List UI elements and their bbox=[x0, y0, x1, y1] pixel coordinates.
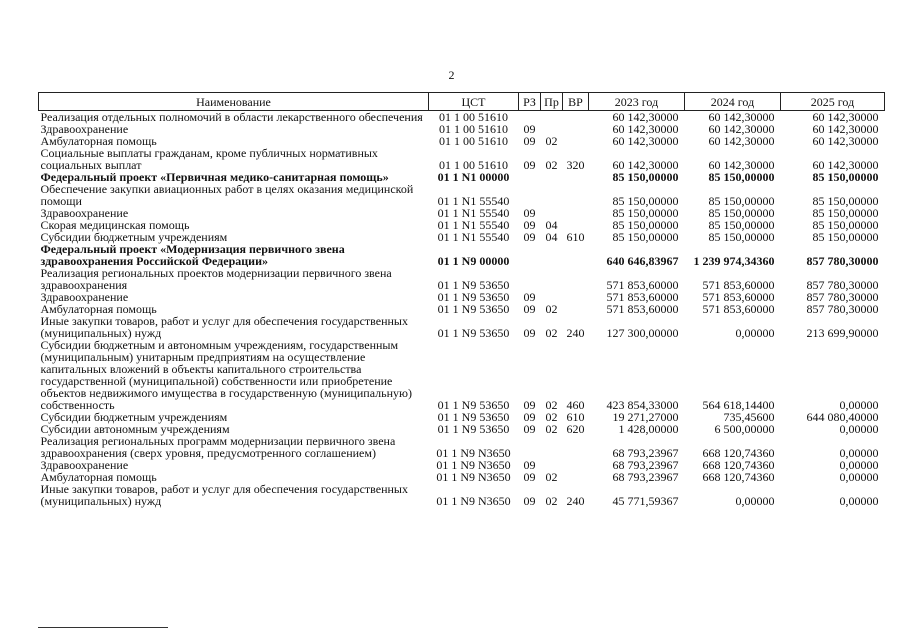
cell-rz bbox=[519, 267, 541, 291]
column-header-name: Наименование bbox=[39, 93, 429, 111]
cell-pr: 02 bbox=[545, 494, 558, 508]
column-header-2023: 2023 год bbox=[589, 93, 685, 111]
table-row bbox=[39, 183, 885, 207]
cell-cst: 01 1 N9 00000 bbox=[437, 254, 510, 268]
cell-vr: 240 bbox=[566, 326, 585, 340]
cell-cst: 01 1 N9 N3650 bbox=[436, 494, 511, 508]
cell-2023: 68 793,23967 bbox=[612, 458, 679, 472]
cell-2024: 571 853,60000 bbox=[702, 290, 775, 304]
cell-2025: 0,00000 bbox=[839, 458, 879, 472]
cell-2024: 60 142,30000 bbox=[708, 134, 775, 148]
cell-vr bbox=[563, 111, 589, 124]
table-row bbox=[39, 243, 885, 267]
cell-2023: 85 150,00000 bbox=[612, 206, 679, 220]
cell-cst: 01 1 N9 53650 bbox=[437, 290, 510, 304]
cell-2023: 60 142,30000 bbox=[612, 110, 679, 124]
cell-2024: 0,00000 bbox=[735, 494, 775, 508]
cell-rz: 09 bbox=[523, 134, 536, 148]
cell-2023: 127 300,00000 bbox=[606, 326, 679, 340]
cell-2023: 60 142,30000 bbox=[612, 158, 679, 172]
cell-cst: 01 1 N9 N3650 bbox=[436, 446, 511, 460]
cell-pr: 02 bbox=[545, 422, 558, 436]
cell-2025: 213 699,90000 bbox=[806, 326, 879, 340]
cell-2025: 60 142,30000 bbox=[812, 134, 879, 148]
cell-vr: 460 bbox=[566, 398, 585, 412]
cell-rz bbox=[519, 243, 541, 267]
cell-2025: 85 150,00000 bbox=[812, 194, 879, 208]
cell-vr bbox=[563, 243, 589, 267]
cell-cst: 01 1 N9 53650 bbox=[437, 326, 510, 340]
cell-vr bbox=[563, 459, 589, 471]
budget-table bbox=[38, 92, 885, 507]
cell-2024: 60 142,30000 bbox=[708, 122, 775, 136]
cell-2025: 0,00000 bbox=[839, 494, 879, 508]
cell-cst: 01 1 N1 55540 bbox=[437, 206, 510, 220]
cell-vr bbox=[563, 471, 589, 483]
cell-rz: 09 bbox=[523, 302, 536, 316]
table-body bbox=[39, 111, 885, 508]
cell-pr: 02 bbox=[545, 470, 558, 484]
table-row bbox=[39, 315, 885, 339]
cell-vr bbox=[563, 303, 589, 315]
cell-pr bbox=[541, 171, 563, 183]
cell-vr: 620 bbox=[566, 422, 585, 436]
cell-pr: 04 bbox=[545, 218, 558, 232]
cell-vr bbox=[563, 291, 589, 303]
cell-name: Субсидии бюджетным учреждениям bbox=[40, 230, 228, 244]
cell-2025: 857 780,30000 bbox=[806, 302, 879, 316]
cell-2024: 85 150,00000 bbox=[708, 230, 775, 244]
table-row bbox=[39, 339, 885, 411]
cell-name: Здравоохранение bbox=[40, 122, 129, 136]
cell-2023: 60 142,30000 bbox=[612, 122, 679, 136]
cell-name: Здравоохранение bbox=[40, 206, 129, 220]
cell-2023: 45 771,59367 bbox=[612, 494, 679, 508]
cell-pr bbox=[541, 111, 563, 124]
cell-2023: 571 853,60000 bbox=[606, 302, 679, 316]
cell-cst: 01 1 N1 55540 bbox=[437, 218, 510, 232]
page-number: 2 bbox=[448, 68, 455, 82]
cell-rz: 09 bbox=[523, 290, 536, 304]
cell-2024: 564 618,14400 bbox=[702, 398, 775, 412]
cell-vr bbox=[563, 183, 589, 207]
cell-vr bbox=[563, 123, 589, 135]
cell-2024: 85 150,00000 bbox=[708, 170, 775, 184]
cell-2023: 19 271,27000 bbox=[612, 410, 679, 424]
cell-2025: 857 780,30000 bbox=[806, 254, 879, 268]
cell-rz: 09 bbox=[523, 494, 536, 508]
table-row bbox=[39, 147, 885, 171]
cell-2023: 571 853,60000 bbox=[606, 278, 679, 292]
table-row bbox=[39, 483, 885, 507]
cell-vr: 610 bbox=[566, 230, 585, 244]
cell-rz bbox=[519, 183, 541, 207]
table-row bbox=[39, 267, 885, 291]
cell-2025: 60 142,30000 bbox=[812, 122, 879, 136]
cell-vr: 610 bbox=[566, 410, 585, 424]
cell-pr: 02 bbox=[545, 134, 558, 148]
cell-cst: 01 1 00 51610 bbox=[439, 122, 508, 136]
column-header-rz: РЗ bbox=[519, 93, 541, 111]
column-header-2024: 2024 год bbox=[685, 93, 781, 111]
cell-name: Иные закупки товаров, работ и услуг для обеспечения государственных (муниципальных) нужд bbox=[40, 314, 408, 340]
cell-cst: 01 1 N9 N3650 bbox=[436, 470, 511, 484]
cell-2023: 423 854,33000 bbox=[606, 398, 679, 412]
cell-name: Иные закупки товаров, работ и услуг для обеспечения государственных (муниципальных) нужд bbox=[40, 482, 408, 508]
cell-pr: 04 bbox=[545, 230, 558, 244]
cell-cst: 01 1 N1 55540 bbox=[437, 230, 510, 244]
cell-2025: 60 142,30000 bbox=[812, 158, 879, 172]
cell-name: Амбулаторная помощь bbox=[40, 302, 157, 316]
cell-name: Субсидии бюджетным и автономным учреждениям, государственным (муниципальным) унитарным предприятиям на осуществление капитальных вложений в объекты капитального строительства государственной (муниципальной) собственности или приобретение объектов недвижимого имущества в государственную (муниципальную) собственность bbox=[40, 338, 412, 412]
cell-2025: 857 780,30000 bbox=[806, 278, 879, 292]
cell-rz: 09 bbox=[523, 230, 536, 244]
cell-cst: 01 1 N9 53650 bbox=[437, 422, 510, 436]
cell-2023: 60 142,30000 bbox=[612, 134, 679, 148]
cell-cst: 01 1 N1 55540 bbox=[437, 194, 510, 208]
cell-2025: 85 150,00000 bbox=[812, 206, 879, 220]
cell-vr bbox=[563, 207, 589, 219]
cell-2025: 85 150,00000 bbox=[812, 230, 879, 244]
cell-2023: 68 793,23967 bbox=[612, 470, 679, 484]
cell-name: Субсидии автономным учреждениям bbox=[40, 422, 230, 436]
cell-2023: 85 150,00000 bbox=[612, 218, 679, 232]
cell-pr: 02 bbox=[545, 410, 558, 424]
cell-vr: 320 bbox=[566, 158, 585, 172]
cell-2023: 85 150,00000 bbox=[612, 230, 679, 244]
column-header-cst: ЦСТ bbox=[429, 93, 519, 111]
cell-vr bbox=[563, 135, 589, 147]
cell-2025: 644 080,40000 bbox=[806, 410, 879, 424]
cell-vr bbox=[563, 171, 589, 183]
cell-2024: 668 120,74360 bbox=[702, 470, 775, 484]
cell-name: Федеральный проект «Первичная медико-санитарная помощь» bbox=[40, 170, 389, 184]
table-header-row bbox=[39, 93, 885, 111]
cell-2023: 571 853,60000 bbox=[606, 290, 679, 304]
cell-2024: 571 853,60000 bbox=[702, 302, 775, 316]
cell-2024: 668 120,74360 bbox=[702, 458, 775, 472]
cell-2024: 571 853,60000 bbox=[702, 278, 775, 292]
cell-name: Скорая медицинская помощь bbox=[40, 218, 190, 232]
cell-cst: 01 1 N9 53650 bbox=[437, 410, 510, 424]
cell-vr bbox=[563, 435, 589, 459]
cell-2024: 85 150,00000 bbox=[708, 218, 775, 232]
cell-2024: 735,45600 bbox=[723, 410, 775, 424]
cell-name: Здравоохранение bbox=[40, 458, 129, 472]
cell-2023: 1 428,00000 bbox=[618, 422, 679, 436]
cell-rz: 09 bbox=[523, 158, 536, 172]
cell-pr: 02 bbox=[545, 326, 558, 340]
cell-2023: 640 646,83967 bbox=[606, 254, 679, 268]
cell-pr bbox=[541, 267, 563, 291]
cell-name: Амбулаторная помощь bbox=[40, 470, 157, 484]
cell-name: Реализация региональных программ модернизации первичного звена здравоохранения (сверх уровня, предусмотренного соглашением) bbox=[40, 434, 396, 460]
cell-pr: 02 bbox=[545, 398, 558, 412]
cell-cst: 01 1 N9 53650 bbox=[437, 398, 510, 412]
cell-rz bbox=[519, 435, 541, 459]
cell-cst: 01 1 00 51610 bbox=[439, 158, 508, 172]
cell-2024: 0,00000 bbox=[735, 326, 775, 340]
cell-2023: 85 150,00000 bbox=[612, 194, 679, 208]
cell-rz: 09 bbox=[523, 410, 536, 424]
cell-2024: 668 120,74360 bbox=[702, 446, 775, 460]
cell-vr bbox=[563, 267, 589, 291]
cell-name: Реализация региональных проектов модернизации первичного звена здравоохранения bbox=[40, 266, 392, 292]
cell-name: Социальные выплаты гражданам, кроме публичных нормативных социальных выплат bbox=[40, 146, 378, 172]
cell-vr: 240 bbox=[566, 494, 585, 508]
cell-pr bbox=[541, 183, 563, 207]
cell-2024: 60 142,30000 bbox=[708, 158, 775, 172]
cell-rz: 09 bbox=[523, 122, 536, 136]
cell-cst: 01 1 00 51610 bbox=[439, 134, 508, 148]
cell-rz: 09 bbox=[523, 206, 536, 220]
footer-divider bbox=[38, 627, 168, 628]
cell-name: Амбулаторная помощь bbox=[40, 134, 157, 148]
cell-2024: 60 142,30000 bbox=[708, 110, 775, 124]
cell-name: Здравоохранение bbox=[40, 290, 129, 304]
cell-2025: 85 150,00000 bbox=[812, 218, 879, 232]
cell-2025: 0,00000 bbox=[839, 398, 879, 412]
column-header-2025: 2025 год bbox=[781, 93, 885, 111]
cell-2023: 68 793,23967 bbox=[612, 446, 679, 460]
cell-2024: 85 150,00000 bbox=[708, 206, 775, 220]
cell-rz: 09 bbox=[523, 470, 536, 484]
cell-rz: 09 bbox=[523, 218, 536, 232]
cell-2024: 1 239 974,34360 bbox=[693, 254, 775, 268]
cell-rz: 09 bbox=[523, 422, 536, 436]
cell-2025: 0,00000 bbox=[839, 422, 879, 436]
cell-rz bbox=[519, 171, 541, 183]
column-header-vr: ВР bbox=[563, 93, 589, 111]
cell-rz: 09 bbox=[523, 326, 536, 340]
cell-cst: 01 1 N9 53650 bbox=[437, 302, 510, 316]
cell-2025: 60 142,30000 bbox=[812, 110, 879, 124]
cell-cst: 01 1 00 51610 bbox=[439, 110, 508, 124]
cell-cst: 01 1 N9 N3650 bbox=[436, 458, 511, 472]
table-row bbox=[39, 435, 885, 459]
cell-rz: 09 bbox=[523, 398, 536, 412]
cell-cst: 01 1 N9 53650 bbox=[437, 278, 510, 292]
cell-2023: 85 150,00000 bbox=[612, 170, 679, 184]
cell-2025: 0,00000 bbox=[839, 470, 879, 484]
cell-pr: 02 bbox=[545, 158, 558, 172]
cell-2024: 85 150,00000 bbox=[708, 194, 775, 208]
cell-rz: 09 bbox=[523, 458, 536, 472]
cell-2024: 6 500,00000 bbox=[714, 422, 775, 436]
cell-pr: 02 bbox=[545, 302, 558, 316]
cell-2025: 85 150,00000 bbox=[812, 170, 879, 184]
cell-2025: 0,00000 bbox=[839, 446, 879, 460]
column-header-pr: Пр bbox=[541, 93, 563, 111]
cell-cst: 01 1 N1 00000 bbox=[437, 170, 510, 184]
cell-pr bbox=[541, 243, 563, 267]
cell-name: Федеральный проект «Модернизация первичного звена здравоохранения Российской Федерации» bbox=[40, 242, 345, 268]
cell-pr bbox=[541, 435, 563, 459]
cell-2025: 857 780,30000 bbox=[806, 290, 879, 304]
cell-name: Реализация отдельных полномочий в области лекарственного обеспечения bbox=[40, 110, 423, 124]
cell-name: Обеспечение закупки авиационных работ в целях оказания медицинской помощи bbox=[40, 182, 414, 208]
cell-name: Субсидии бюджетным учреждениям bbox=[40, 410, 228, 424]
